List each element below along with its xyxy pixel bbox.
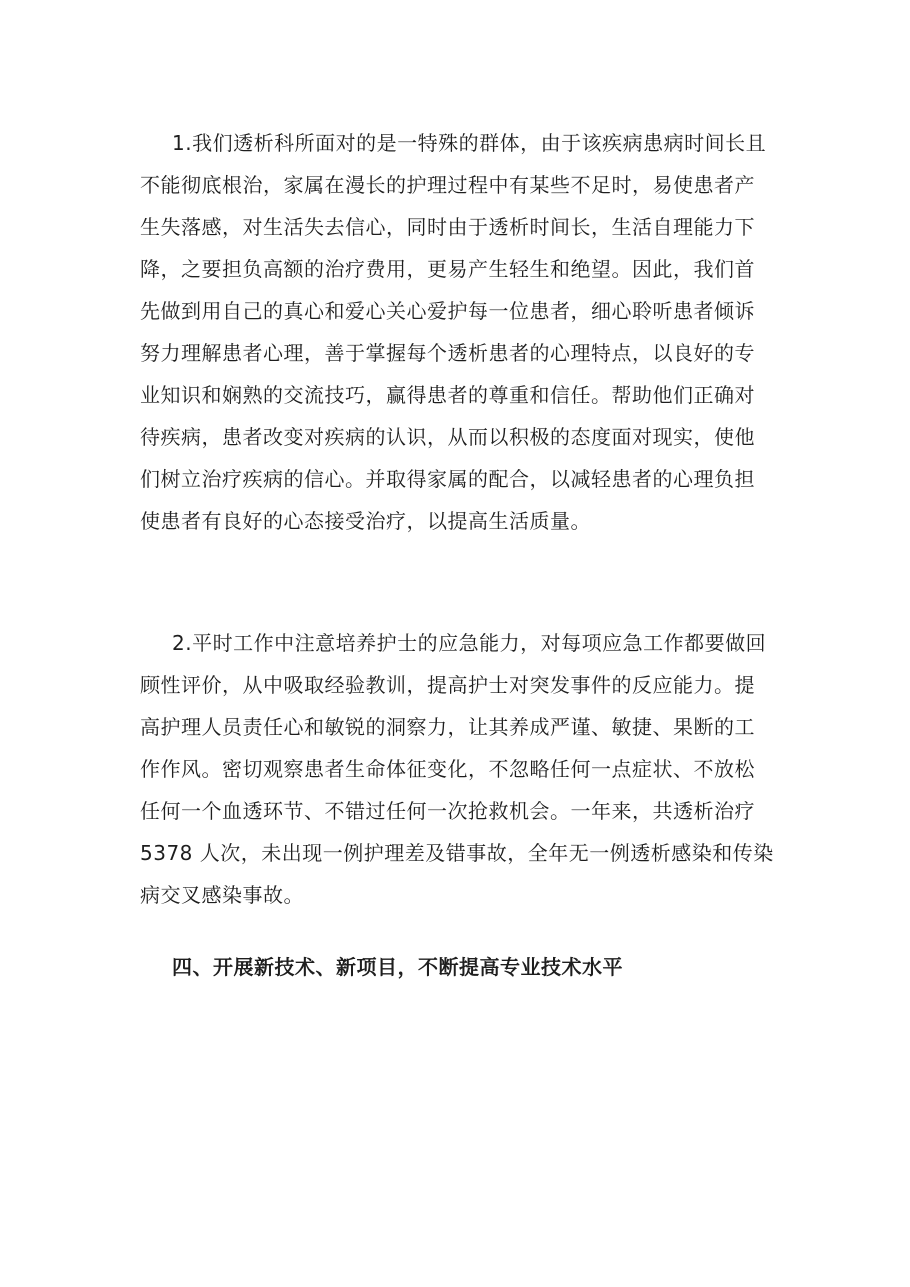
paragraph-1-line: 待疾病，患者改变对疾病的认识，从而以积极的态度面对现实，使他	[140, 425, 755, 449]
paragraph-1-line: 不能彻底根治，家属在漫长的护理过程中有某些不足时，易使患者产	[140, 173, 755, 197]
paragraph-1-line: 降，之要担负高额的治疗费用，更易产生轻生和绝望。因此，我们首	[140, 257, 755, 281]
paragraph-1-line: 先做到用自己的真心和爱心关心爱护每一位患者，细心聆听患者倾诉	[140, 299, 755, 323]
paragraph-1-line: 1.我们透析科所面对的是一特殊的群体，由于该疾病患病时间长且	[172, 131, 767, 155]
paragraph-2-line: 作作风。密切观察患者生命体征变化，不忽略任何一点症状、不放松	[140, 757, 755, 781]
paragraph-1-line: 业知识和娴熟的交流技巧，赢得患者的尊重和信任。帮助他们正确对	[140, 383, 755, 407]
paragraph-2-line: 顾性评价，从中吸取经验教训，提高护士对突发事件的反应能力。提	[140, 673, 755, 697]
paragraph-1-line: 生失落感，对生活失去信心，同时由于透析时间长，生活自理能力下	[140, 215, 755, 239]
paragraph-2-line: 病交叉感染事故。	[140, 883, 304, 907]
paragraph-1-line: 努力理解患者心理，善于掌握每个透析患者的心理特点，以良好的专	[140, 341, 755, 365]
paragraph-2-line: 2.平时工作中注意培养护士的应急能力，对每项应急工作都要做回	[172, 631, 767, 655]
paragraph-2-line: 5378 人次，未出现一例护理差及错事故，全年无一例透析感染和传染	[140, 841, 774, 865]
paragraph-1-line: 们树立治疗疾病的信心。并取得家属的配合，以减轻患者的心理负担	[140, 467, 755, 491]
section-heading: 四、开展新技术、新项目，不断提高专业技术水平	[172, 955, 623, 979]
paragraph-2-line: 高护理人员责任心和敏锐的洞察力，让其养成严谨、敏捷、果断的工	[140, 715, 755, 739]
paragraph-1-line: 使患者有良好的心态接受治疗，以提高生活质量。	[140, 509, 591, 533]
paragraph-2-line: 任何一个血透环节、不错过任何一次抢救机会。一年来，共透析治疗	[140, 799, 755, 823]
